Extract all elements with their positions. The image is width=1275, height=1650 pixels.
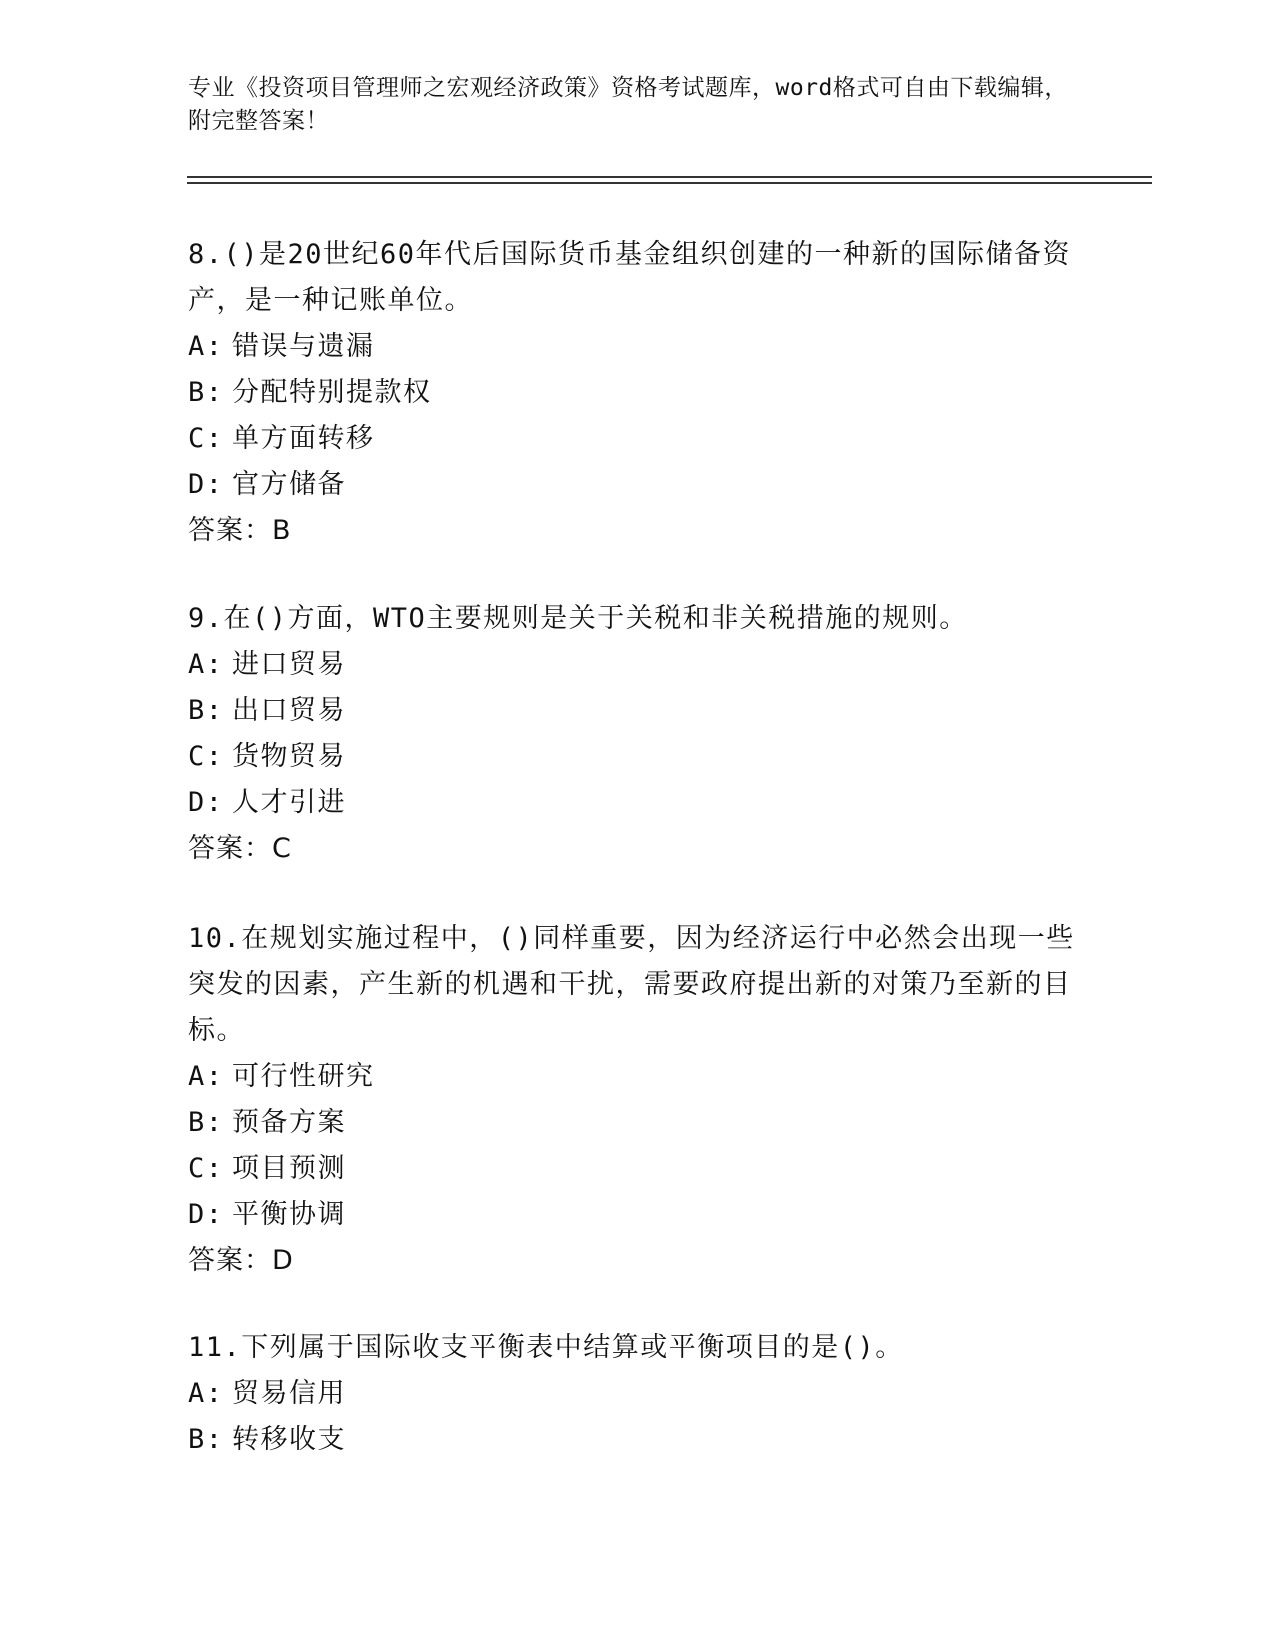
option-key: D: [188,469,224,500]
option-text: 平衡协调 [232,1199,346,1230]
answer-label: 答案：B [188,515,292,546]
option-text: 可行性研究 [232,1061,375,1092]
option-key: B: [188,695,224,726]
option-b [188,1417,1088,1463]
option-text: 转移收支 [232,1424,346,1455]
option-key: A: [188,1061,224,1092]
answer-label: 答案：D [188,1245,294,1276]
answer-label: 答案：C [188,833,292,864]
option-text: 贸易信用 [232,1378,346,1409]
option-b [188,370,1088,416]
option-key: C: [188,423,224,454]
option-c [188,416,1088,462]
option-text: 官方储备 [232,469,346,500]
option-key: A: [188,1378,224,1409]
question-text: 9.在()方面，WTO主要规则是关于关税和非关税措施的规则。 [188,603,968,634]
option-a [188,324,1088,370]
question-11 [188,1325,1088,1463]
option-key: C: [188,1153,224,1184]
option-a [188,1054,1088,1100]
header-divider-top [187,176,1152,178]
option-key: A: [188,649,224,680]
question-text: 11.下列属于国际收支平衡表中结算或平衡项目的是()。 [188,1332,904,1363]
option-c [188,734,1088,780]
option-key: B: [188,1107,224,1138]
option-text: 错误与遗漏 [232,331,375,362]
option-text: 出口贸易 [232,695,346,726]
option-text: 项目预测 [232,1153,346,1184]
header-divider-bottom [187,182,1152,184]
question-10 [188,916,1088,1284]
option-c [188,1146,1088,1192]
option-d [188,780,1088,826]
option-key: B: [188,1424,224,1455]
question-text: 10.在规划实施过程中，()同样重要，因为经济运行中必然会出现一些突发的因素，产生新的机遇和干扰，需要政府提出新的对策乃至新的目标。 [188,923,1075,1046]
option-d [188,1192,1088,1238]
option-text: 人才引进 [232,787,346,818]
option-b [188,1100,1088,1146]
option-text: 单方面转移 [232,423,375,454]
option-key: D: [188,1199,224,1230]
option-text: 进口贸易 [232,649,346,680]
option-key: C: [188,741,224,772]
option-text: 货物贸易 [232,741,346,772]
option-b [188,688,1088,734]
question-8 [188,232,1088,554]
option-key: A: [188,331,224,362]
option-key: D: [188,787,224,818]
option-a [188,642,1088,688]
option-d [188,462,1088,508]
question-9 [188,596,1088,872]
option-a [188,1371,1088,1417]
option-key: B: [188,377,224,408]
document-header: 专业《投资项目管理师之宏观经济政策》资格考试题库，word格式可自由下载编辑，附完整答案！ [188,75,1068,134]
option-text: 预备方案 [232,1107,346,1138]
option-text: 分配特别提款权 [232,377,432,408]
question-text: 8.()是20世纪60年代后国际货币基金组织创建的一种新的国际储备资产，是一种记账单位。 [188,239,1072,316]
